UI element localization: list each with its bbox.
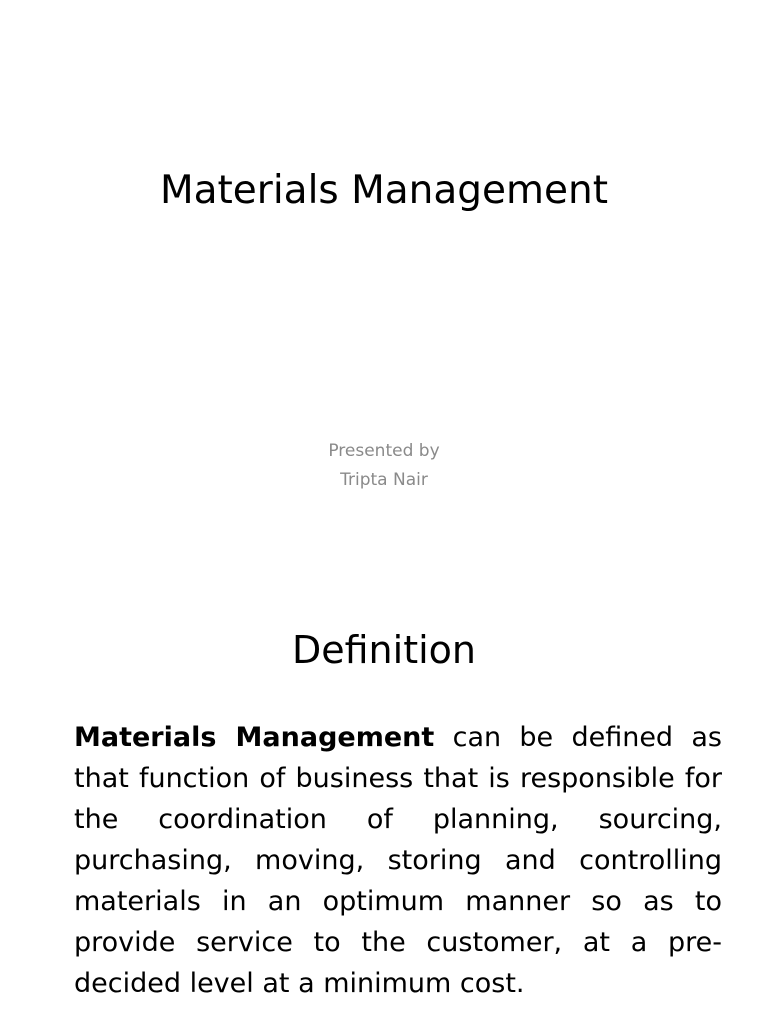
- definition-heading: Definition: [291, 628, 476, 672]
- presentation-title: Materials Management: [159, 168, 609, 213]
- presenter-name: Tripta Nair: [340, 470, 428, 490]
- presented-by-label: Presented by: [328, 441, 440, 461]
- presenter-info: [0, 437, 768, 495]
- defined-term: Materials Management: [74, 722, 435, 753]
- definition-text: can be defined as that function of business that is responsible for the coordination of planning, sourcing, purchasing, moving, storing and controlling materials in an optimum manner so as to provide service to the customer, at a pre-decided level at a minimum cost.: [74, 722, 722, 999]
- definition-paragraph: [74, 717, 722, 1004]
- definition-slide: [0, 576, 768, 1024]
